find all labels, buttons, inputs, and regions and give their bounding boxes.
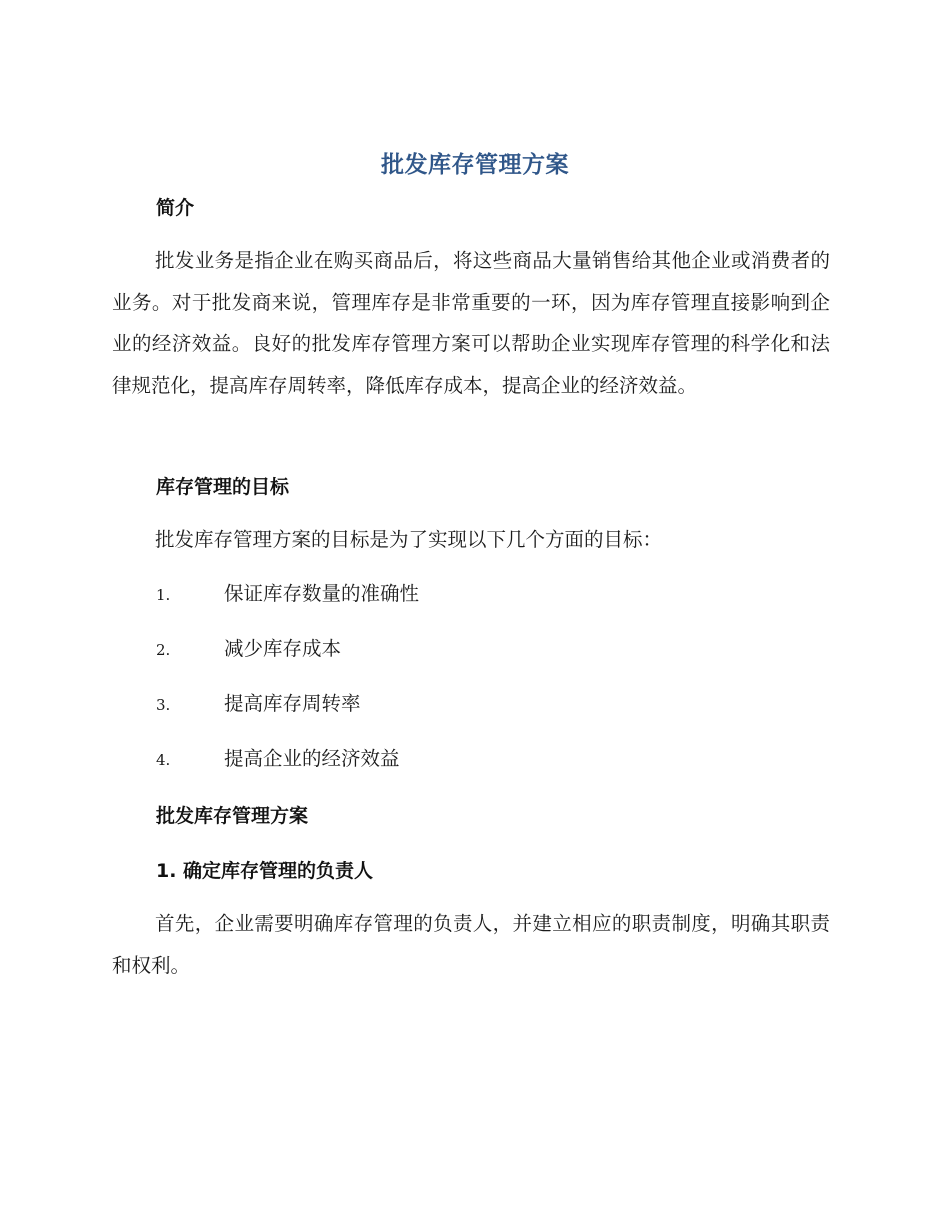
list-item-number: 4. [156,751,171,769]
list-item [156,744,400,774]
list-item-number: 2. [156,641,171,659]
goals-paragraph: 批发库存管理方案的目标是为了实现以下几个方面的目标： [155,528,663,551]
list-item-number: 3. [156,696,171,714]
list-item-text: 保证库存数量的准确性 [224,582,420,605]
subsection-heading-responsible: 1. 确定库存管理的负责人 [156,860,374,882]
list-item [156,579,419,609]
intro-paragraph: 批发业务是指企业在购买商品后，将这些商品大量销售给其他企业或消费者的业务。对于批发商来说，管理库存是非常重要的一环，因为库存管理直接影响到企业的经济效益。良好的批发库存管理方案可以帮助企业实现库存管理的科学化和法律规范化，提高库存周转率，降低库存成本，提高企业的经济效益。 [112,249,830,397]
list-item-text: 减少库存成本 [224,637,342,660]
list-item [156,689,361,719]
document-title: 批发库存管理方案 [381,152,569,178]
list-item-number: 1. [156,586,171,604]
section-heading-intro: 简介 [156,197,195,219]
section-heading-plan: 批发库存管理方案 [156,805,309,827]
list-item-text: 提高企业的经济效益 [224,747,400,770]
responsible-paragraph: 首先，企业需要明确库存管理的负责人，并建立相应的职责制度，明确其职责和权利。 [112,912,830,977]
list-item [156,634,341,664]
section-heading-goals: 库存管理的目标 [156,476,290,498]
list-item-text: 提高库存周转率 [224,692,361,715]
